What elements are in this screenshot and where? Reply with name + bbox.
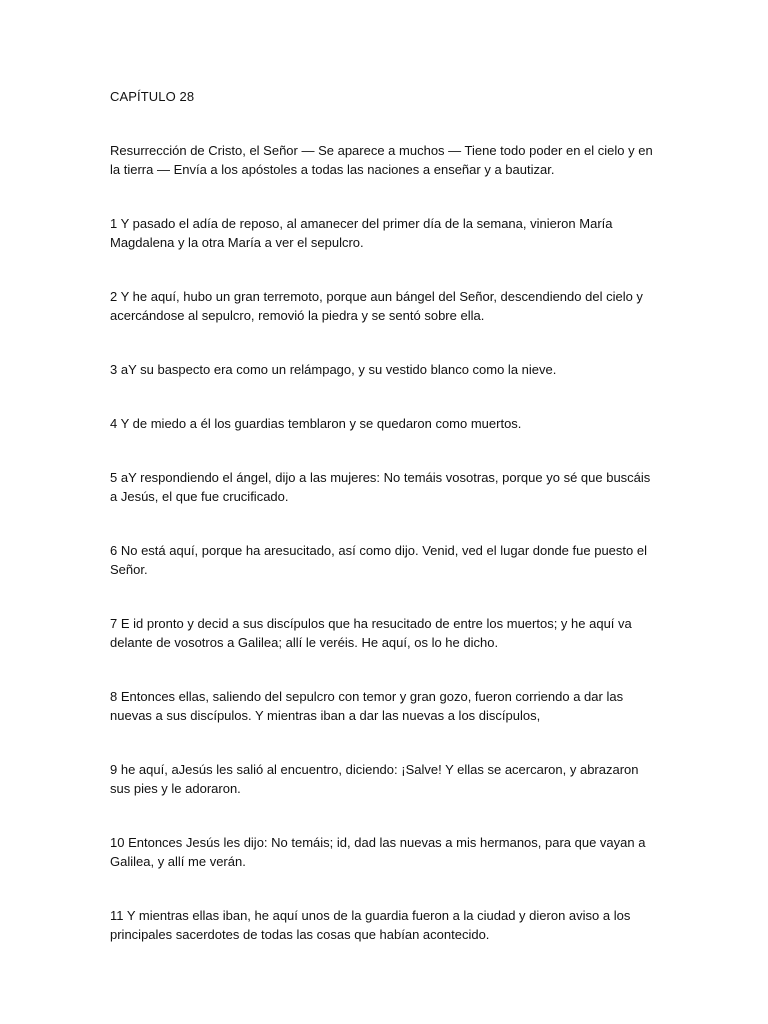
verse-8: 8 Entonces ellas, saliendo del sepulcro con temor y gran gozo, fueron corriendo a dar las nuevas a sus discípulos. Y mientras iban a dar las nuevas a los discípulos,: [110, 689, 624, 723]
verse-4: 4 Y de miedo a él los guardias temblaron y se quedaron como muertos.: [110, 416, 522, 431]
chapter-summary: Resurrección de Cristo, el Señor — Se aparece a muchos — Tiene todo poder en el cielo y en la tierra — Envía a los apóstoles a todas las naciones a enseñar y a bautizar.: [110, 143, 653, 177]
chapter-title: CAPÍTULO 28: [110, 89, 195, 104]
verse-6: 6 No está aquí, porque ha aresucitado, así como dijo. Venid, ved el lugar donde fue puesto el Señor.: [110, 543, 647, 577]
verse-9: 9 he aquí, aJesús les salió al encuentro, diciendo: ¡Salve! Y ellas se acercaron, y abrazaron sus pies y le adoraron.: [110, 762, 639, 796]
verse-10: 10 Entonces Jesús les dijo: No temáis; id, dad las nuevas a mis hermanos, para que vayan a Galilea, y allí me verán.: [110, 835, 646, 869]
verse-5: 5 aY respondiendo el ángel, dijo a las mujeres: No temáis vosotras, porque yo sé que buscáis a Jesús, el que fue crucificado.: [110, 470, 651, 504]
verse-2: 2 Y he aquí, hubo un gran terremoto, porque aun bángel del Señor, descendiendo del cielo y acercándose al sepulcro, removió la piedra y se sentó sobre ella.: [110, 289, 643, 323]
document-content: [110, 88, 660, 979]
verse-1: 1 Y pasado el adía de reposo, al amanecer del primer día de la semana, vinieron María Magdalena y la otra María a ver el sepulcro.: [110, 216, 613, 250]
verse-11: 11 Y mientras ellas iban, he aquí unos de la guardia fueron a la ciudad y dieron aviso a los principales sacerdotes de todas las cosas que habían acontecido.: [110, 908, 631, 942]
verse-3: 3 aY su baspecto era como un relámpago, y su vestido blanco como la nieve.: [110, 362, 557, 377]
verse-7: 7 E id pronto y decid a sus discípulos que ha resucitado de entre los muertos; y he aquí va delante de vosotros a Galilea; allí le veréis. He aquí, os lo he dicho.: [110, 616, 632, 650]
